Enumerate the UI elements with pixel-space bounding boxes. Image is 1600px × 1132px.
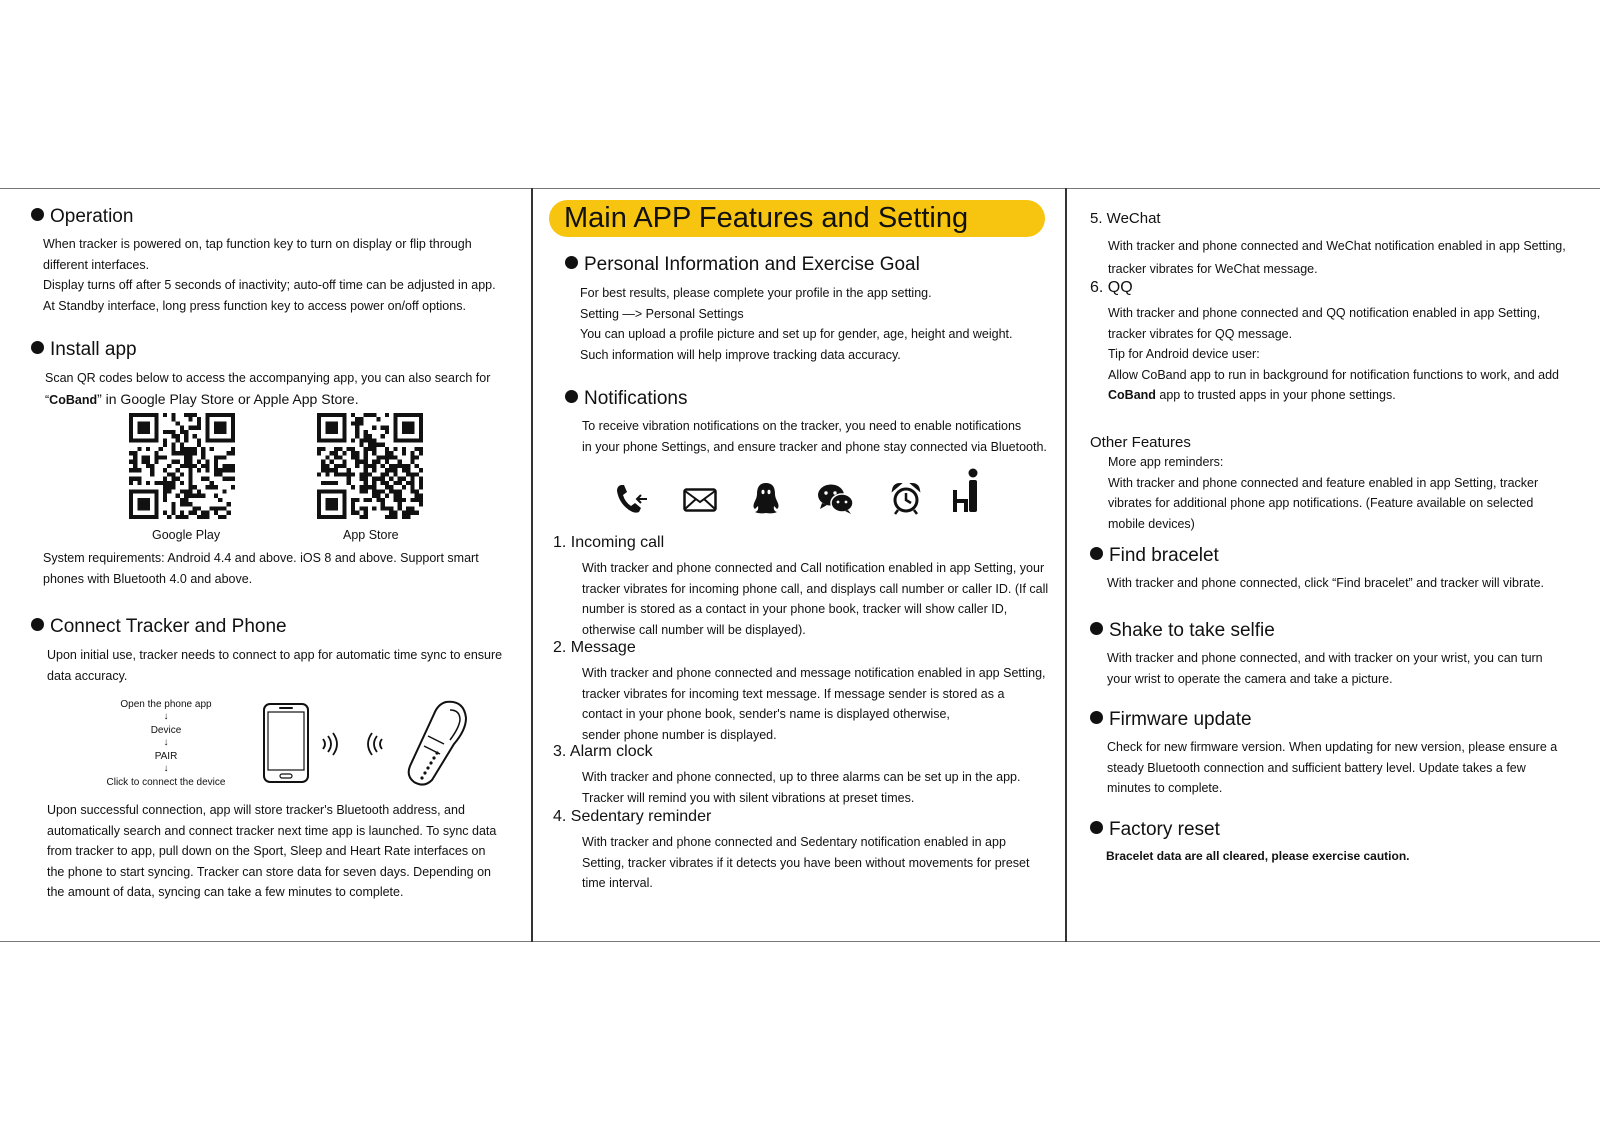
bullet-icon bbox=[1090, 821, 1103, 834]
text-line: tracker vibrates for WeChat message. bbox=[1108, 261, 1318, 276]
text-line: in your phone Settings, and ensure tracker and phone stay connected via Bluetooth. bbox=[582, 439, 1047, 454]
text-line: tracker vibrates for incoming text message. If message sender is stored as a bbox=[582, 686, 1005, 701]
panel-left bbox=[0, 188, 532, 942]
text-line: More app reminders: bbox=[1108, 455, 1224, 469]
text-line: System requirements: Android 4.4 and above. iOS 8 and above. Support smart bbox=[43, 551, 479, 565]
item-heading-message: 2. Message bbox=[553, 639, 636, 656]
text-line: Upon initial use, tracker needs to connect to app for automatic time sync to ensure bbox=[47, 648, 503, 662]
text-line: Tip for Android device user: bbox=[1108, 347, 1260, 361]
text-line: steady Bluetooth connection and sufficient battery level. Update takes a few bbox=[1107, 760, 1526, 775]
text-line: Such information will help improve tracking data accuracy. bbox=[580, 347, 901, 362]
text-line: mobile devices) bbox=[1108, 516, 1195, 531]
section-heading-connect: Connect Tracker and Phone bbox=[31, 616, 287, 638]
text-line: Setting, tracker vibrates if it detects you have been without movements for preset bbox=[582, 855, 1030, 870]
text-line: Tracker will remind you with silent vibrations at preset times. bbox=[582, 790, 915, 805]
fitness-tracker-icon bbox=[404, 696, 472, 788]
text-line: With tracker and phone connected and Sedentary notification enabled in app bbox=[582, 835, 1006, 849]
text-line: At Standby interface, long press function key to access power on/off options. bbox=[43, 298, 466, 313]
sedentary-icon bbox=[953, 468, 981, 514]
envelope-icon bbox=[683, 488, 717, 512]
text-line: contact in your phone book, sender's name is displayed otherwise, bbox=[582, 707, 950, 721]
bullet-icon bbox=[565, 256, 578, 269]
factory-reset-text bbox=[1106, 846, 1410, 867]
text-line: Upon successful connection, app will store tracker's Bluetooth address, and bbox=[47, 803, 465, 817]
down-arrow-icon: ↓ bbox=[163, 737, 169, 748]
connect-after-text bbox=[47, 800, 496, 903]
qr-code-google-play bbox=[129, 413, 235, 519]
text-line: vibrates for additional phone app notifications. (Feature available on selected bbox=[1108, 496, 1534, 510]
section-heading-personal-info: Personal Information and Exercise Goal bbox=[565, 254, 920, 276]
flow-step-open-app: Open the phone app bbox=[120, 699, 212, 710]
text-line: phones with Bluetooth 4.0 and above. bbox=[43, 571, 253, 586]
qr-label-google-play: Google Play bbox=[152, 528, 221, 542]
section-heading-firmware-update: Firmware update bbox=[1090, 709, 1252, 731]
section-heading-factory-reset: Factory reset bbox=[1090, 819, 1220, 841]
phone-call-icon bbox=[615, 483, 649, 515]
section-heading-operation: Operation bbox=[31, 206, 133, 228]
signal-waves-icon bbox=[320, 731, 342, 757]
text-line: number is stored as a contact in your phone book, tracker will show caller ID, bbox=[582, 602, 1008, 616]
flow-step-device: Device bbox=[150, 725, 182, 736]
qr-code-app-store bbox=[317, 413, 423, 519]
panel-middle bbox=[534, 188, 1066, 942]
bullet-icon bbox=[31, 208, 44, 221]
text-line: Check for new firmware version. When updating for new version, please ensure a bbox=[1107, 740, 1558, 754]
other-features-text bbox=[1108, 452, 1538, 534]
item-heading-qq: 6. QQ bbox=[1090, 279, 1133, 296]
text-line: sender phone number is displayed. bbox=[582, 727, 777, 742]
text-line: your wrist to operate the camera and take a picture. bbox=[1107, 671, 1393, 686]
down-arrow-icon: ↓ bbox=[163, 763, 169, 774]
bullet-icon bbox=[1090, 622, 1103, 635]
notifications-text bbox=[582, 416, 1047, 457]
text-line: When tracker is powered on, tap function key to turn on display or flip through bbox=[43, 237, 472, 251]
text-line: Bracelet data are all cleared, please exercise caution. bbox=[1106, 849, 1410, 863]
text-line: With tracker and phone connected and QQ notification enabled in app Setting, bbox=[1108, 306, 1541, 320]
qq-text bbox=[1108, 303, 1559, 406]
section-heading-find-bracelet: Find bracelet bbox=[1090, 545, 1219, 567]
wechat-icon bbox=[817, 483, 855, 515]
section-heading-notifications: Notifications bbox=[565, 388, 688, 410]
text-line: With tracker and phone connected and feature enabled in app Setting, tracker bbox=[1108, 475, 1539, 490]
text-line: Allow CoBand app to run in background for notification functions to work, and add bbox=[1108, 367, 1559, 382]
item-heading-alarm-clock: 3. Alarm clock bbox=[553, 743, 653, 760]
text-line: To receive vibration notifications on the tracker, you need to enable notifications bbox=[582, 419, 1022, 433]
section-heading-install-app: Install app bbox=[31, 339, 137, 361]
item-heading-wechat: 5. WeChat bbox=[1090, 210, 1161, 227]
install-text bbox=[45, 368, 490, 410]
operation-text bbox=[43, 234, 496, 316]
bullet-icon bbox=[1090, 711, 1103, 724]
text-line: You can upload a profile picture and set up for gender, age, height and weight. bbox=[580, 327, 1013, 341]
text-line: Display turns off after 5 seconds of inactivity; auto-off time can be adjusted in app. bbox=[43, 278, 496, 292]
message-text bbox=[582, 663, 1046, 745]
section-heading-shake-selfie: Shake to take selfie bbox=[1090, 620, 1275, 642]
firmware-update-text bbox=[1107, 737, 1557, 799]
incoming-call-text bbox=[582, 558, 1048, 640]
text-line: otherwise call number will be displayed). bbox=[582, 622, 806, 637]
qq-penguin-icon bbox=[751, 481, 781, 515]
bullet-icon bbox=[1090, 547, 1103, 560]
wechat-text bbox=[1108, 236, 1566, 279]
text-line: With tracker and phone connected and message notification enabled in app Setting, bbox=[582, 666, 1046, 680]
text-line: tracker vibrates for QQ message. bbox=[1108, 326, 1293, 341]
alarm-clock-icon bbox=[890, 481, 922, 515]
personal-info-text bbox=[580, 283, 1013, 365]
text-line: different interfaces. bbox=[43, 257, 150, 272]
text-line: With tracker and phone connected, up to three alarms can be set up in the app. bbox=[582, 770, 1021, 784]
text-line: minutes to complete. bbox=[1107, 781, 1223, 795]
banner-title: Main APP Features and Setting bbox=[564, 202, 969, 234]
text-line: Setting —> Personal Settings bbox=[580, 306, 744, 321]
text-line: Scan QR codes below to access the accompanying app, you can also search for bbox=[45, 371, 491, 385]
text-line: from tracker to app, pull down on the Sport, Sleep and Heart Rate interfaces on bbox=[47, 844, 486, 858]
text-line: With tracker and phone connected, click “Find bracelet” and tracker will vibrate. bbox=[1107, 576, 1544, 590]
text-line: the phone to start syncing. Tracker can store data for seven days. Depending on bbox=[47, 864, 492, 879]
signal-waves-icon bbox=[363, 731, 385, 757]
text-line: data accuracy. bbox=[47, 668, 128, 683]
text-line: CoBand app to trusted apps in your phone settings. bbox=[1108, 388, 1396, 402]
features-banner bbox=[549, 200, 1045, 237]
shake-selfie-text bbox=[1107, 648, 1543, 689]
panel-right bbox=[1068, 188, 1600, 942]
alarm-clock-text bbox=[582, 767, 1020, 808]
connect-text bbox=[47, 645, 502, 686]
text-line: automatically search and connect tracker next time app is launched. To sync data bbox=[47, 823, 497, 838]
item-heading-sedentary: 4. Sedentary reminder bbox=[553, 808, 712, 825]
qr-label-app-store: App Store bbox=[343, 528, 399, 542]
flow-step-pair: PAIR bbox=[154, 751, 178, 762]
text-line: With tracker and phone connected and WeChat notification enabled in app Setting, bbox=[1108, 239, 1566, 253]
text-line: “CoBand” in Google Play Store or Apple App Store. bbox=[45, 390, 359, 407]
down-arrow-icon: ↓ bbox=[163, 711, 169, 722]
text-line: With tracker and phone connected, and with tracker on your wrist, you can turn bbox=[1107, 651, 1543, 665]
bullet-icon bbox=[565, 390, 578, 403]
section-heading-other-features: Other Features bbox=[1090, 434, 1191, 451]
bullet-icon bbox=[31, 618, 44, 631]
sedentary-text bbox=[582, 832, 1029, 894]
bullet-icon bbox=[31, 341, 44, 354]
item-heading-incoming-call: 1. Incoming call bbox=[553, 534, 665, 551]
text-line: time interval. bbox=[582, 876, 653, 890]
flow-step-connect-device: Click to connect the device bbox=[106, 777, 226, 788]
find-bracelet-text bbox=[1107, 573, 1544, 594]
system-requirements-text bbox=[43, 548, 479, 589]
text-line: With tracker and phone connected and Call notification enabled in app Setting, your bbox=[582, 561, 1045, 575]
smartphone-icon bbox=[262, 702, 310, 784]
text-line: the amount of data, syncing can take a few minutes to complete. bbox=[47, 885, 404, 899]
text-line: tracker vibrates for incoming phone call, and displays call number or caller ID. (If call bbox=[582, 581, 1049, 596]
text-line: For best results, please complete your profile in the app setting. bbox=[580, 286, 932, 300]
